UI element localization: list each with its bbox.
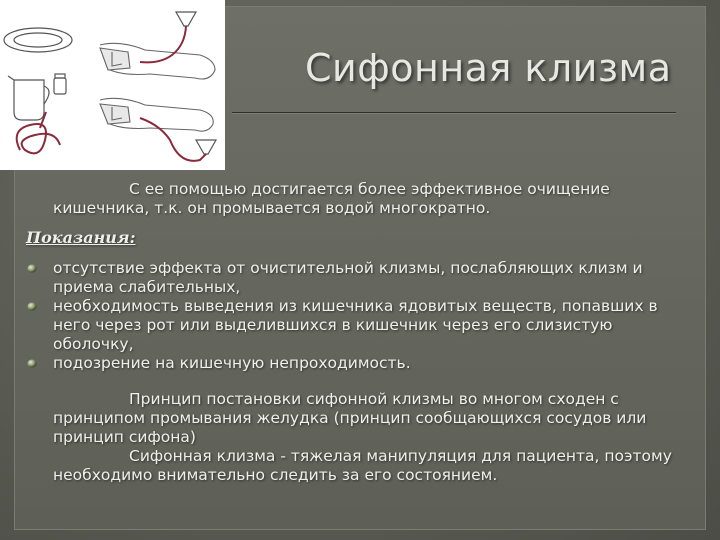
sphere-bullet-icon [27, 359, 37, 368]
list-item [26, 297, 696, 354]
slide-content [26, 180, 696, 485]
jar-icon [54, 74, 66, 94]
indication-text: отсутствие эффекта от очистительной клизмы, послабляющих клизм и приема слабительных, [53, 259, 643, 296]
tube-top [140, 26, 186, 62]
title-divider [232, 112, 676, 113]
indications-heading: Показания: [26, 228, 136, 247]
list-item [26, 354, 696, 373]
illustration-drawing [0, 0, 225, 170]
sphere-bullet-icon [27, 264, 37, 273]
coiled-tube-icon [17, 112, 60, 153]
list-item [26, 259, 696, 297]
warning-paragraph: Сифонная клизма - тяжелая манипуляция для пациента, поэтому необходимо внимательно следить за его состоянием. [53, 447, 672, 484]
principle-paragraph: Принцип постановки сифонной клизмы во многом сходен с принципом промывания желудка (принцип сообщающихся сосудов или принцип сифона) [53, 390, 647, 446]
indication-text: необходимость выведения из кишечника ядовитых веществ, попавших в него через рот или выделившихся в кишечник через его слизистую оболочку, [53, 297, 658, 353]
slide-title: Сифонная клизма [305, 46, 672, 90]
funnel-icon-bottom [196, 140, 216, 154]
funnel-icon-top [176, 12, 196, 26]
intro-paragraph: С ее помощью достигается более эффективное очищение кишечника, т.к. он промывается водой многократно. [53, 180, 610, 217]
indications-list [26, 259, 696, 373]
sphere-bullet-icon [27, 302, 37, 311]
indication-text: подозрение на кишечную непроходимость. [53, 354, 411, 372]
jug-icon [8, 76, 49, 120]
siphon-enema-illustration [0, 0, 225, 170]
bowl-icon [4, 28, 72, 52]
